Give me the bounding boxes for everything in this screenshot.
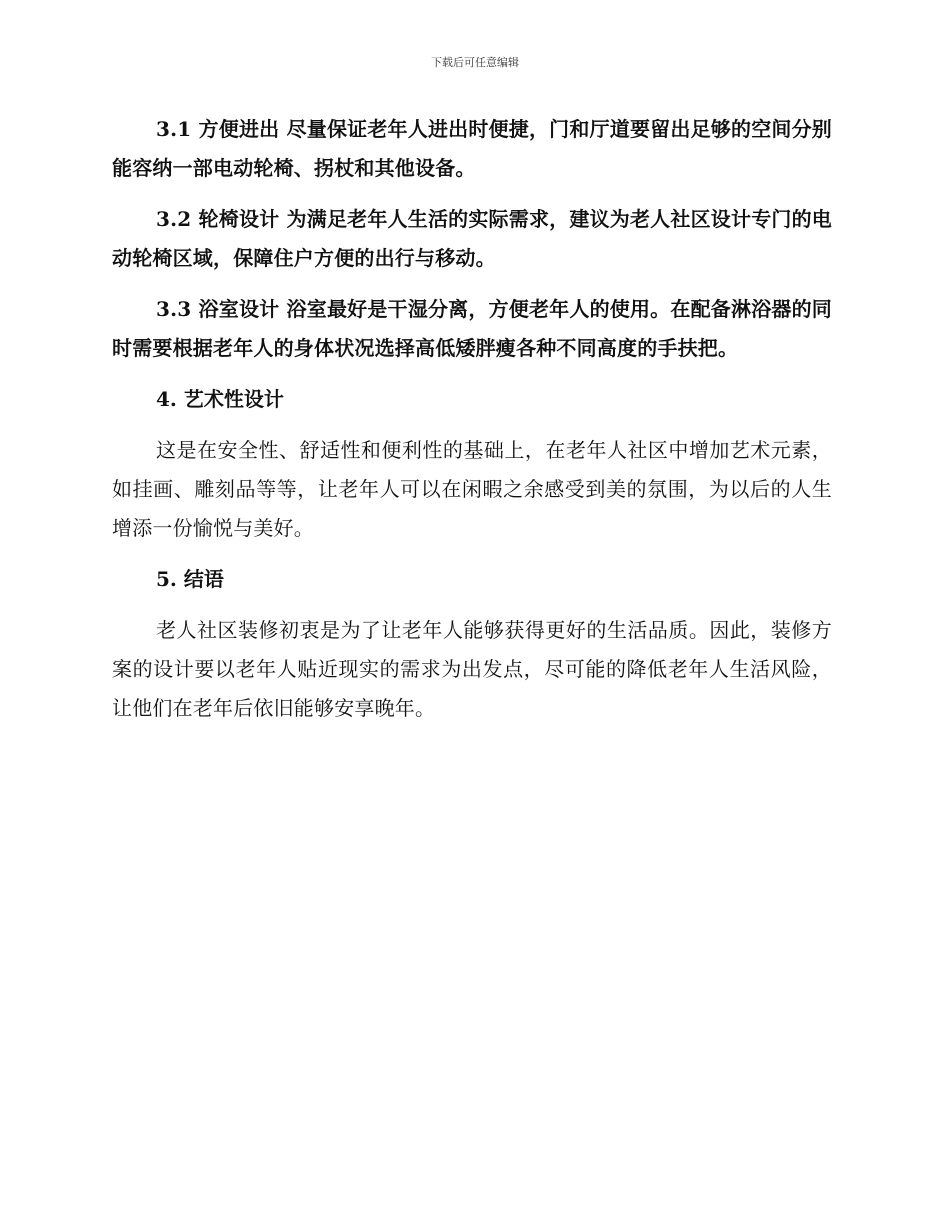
page-header: 下载后可任意编辑 xyxy=(431,56,519,69)
section-3-3-paragraph: 3.3 浴室设计 浴室最好是干湿分离，方便老年人的使用。在配备淋浴器的同时需要根据老年人的身体状况选择高低矮胖瘦各种不同高度的手扶把。 xyxy=(112,297,832,360)
section-3-2-paragraph: 3.2 轮椅设计 为满足老年人生活的实际需求，建议为老人社区设计专门的电动轮椅区域，保障住户方便的出行与移动。 xyxy=(112,207,832,270)
section-3-1-paragraph: 3.1 方便进出 尽量保证老年人进出时便捷，门和厅道要留出足够的空间分别能容纳一部电动轮椅、拐杖和其他设备。 xyxy=(112,117,832,180)
section-4-heading: 4. 艺术性设计 xyxy=(156,387,284,411)
section-4-paragraph: 这是在安全性、舒适性和便利性的基础上，在老年人社区中增加艺术元素，如挂画、雕刻品等等，让老年人可以在闲暇之余感受到美的氛围，为以后的人生增添一份愉悦与美好。 xyxy=(112,438,832,540)
document-body xyxy=(112,110,832,740)
section-5-heading: 5. 结语 xyxy=(156,567,224,591)
section-5-paragraph: 老人社区装修初衷是为了让老年人能够获得更好的生活品质。因此，装修方案的设计要以老年人贴近现实的需求为出发点，尽可能的降低老年人生活风险，让他们在老年后依旧能够安享晚年。 xyxy=(112,618,832,720)
